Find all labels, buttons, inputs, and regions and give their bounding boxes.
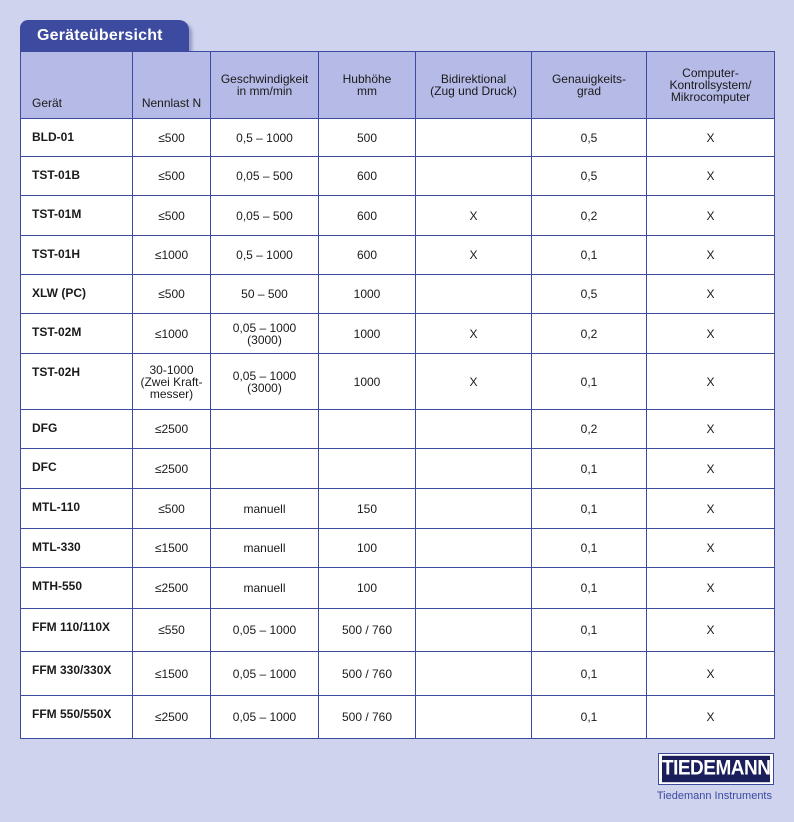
cell-bidirectional (416, 568, 532, 609)
cell-accuracy: 0,1 (532, 609, 647, 652)
cell-computer-control: X (647, 275, 775, 314)
table-row (21, 410, 775, 449)
table-row (21, 236, 775, 275)
cell-computer-control: X (647, 157, 775, 196)
cell-device: TST-01H (21, 236, 133, 275)
cell-accuracy: 0,5 (532, 275, 647, 314)
cell-computer-control: X (647, 609, 775, 652)
cell-nominal-load: ≤500 (133, 489, 211, 529)
cell-computer-control: X (647, 410, 775, 449)
cell-speed: 0,05 – 500 (211, 196, 319, 236)
cell-speed: 0,05 – 1000 (211, 652, 319, 696)
cell-speed: 0,05 – 500 (211, 157, 319, 196)
cell-computer-control: X (647, 314, 775, 354)
cell-bidirectional (416, 410, 532, 449)
cell-device: TST-01B (21, 157, 133, 196)
table-row (21, 354, 775, 410)
cell-nominal-load: ≤500 (133, 119, 211, 157)
cell-speed: 0,05 – 1000 (3000) (211, 314, 319, 354)
cell-device: DFG (21, 410, 133, 449)
cell-accuracy: 0,2 (532, 410, 647, 449)
cell-nominal-load: ≤2500 (133, 449, 211, 489)
cell-device: MTL-110 (21, 489, 133, 529)
cell-accuracy: 0,1 (532, 529, 647, 568)
cell-device: TST-02M (21, 314, 133, 354)
cell-stroke: 500 (319, 119, 416, 157)
table-row (21, 609, 775, 652)
table-body (21, 119, 775, 739)
cell-bidirectional (416, 529, 532, 568)
cell-device: FFM 550/550X (21, 696, 133, 739)
cell-stroke: 600 (319, 236, 416, 275)
cell-stroke: 600 (319, 157, 416, 196)
cell-nominal-load: ≤500 (133, 275, 211, 314)
cell-bidirectional: X (416, 196, 532, 236)
device-overview-table (20, 51, 775, 739)
table-row (21, 652, 775, 696)
table-row (21, 529, 775, 568)
cell-speed (211, 449, 319, 489)
cell-accuracy: 0,1 (532, 696, 647, 739)
cell-nominal-load: ≤500 (133, 157, 211, 196)
cell-nominal-load: ≤550 (133, 609, 211, 652)
cell-accuracy: 0,2 (532, 314, 647, 354)
cell-bidirectional: X (416, 354, 532, 410)
logo-wordmark: TIEDEMANN (662, 756, 770, 782)
cell-device: MTH-550 (21, 568, 133, 609)
table-row (21, 489, 775, 529)
column-header-bidirectional: Bidirektional (Zug und Druck) (416, 52, 532, 119)
cell-speed (211, 410, 319, 449)
cell-computer-control: X (647, 354, 775, 410)
cell-stroke: 1000 (319, 314, 416, 354)
cell-device: MTL-330 (21, 529, 133, 568)
cell-stroke: 500 / 760 (319, 696, 416, 739)
cell-bidirectional (416, 119, 532, 157)
table-row (21, 119, 775, 157)
cell-accuracy: 0,1 (532, 652, 647, 696)
logo-caption: Tiedemann Instruments (656, 790, 772, 802)
cell-stroke: 150 (319, 489, 416, 529)
cell-device: TST-01M (21, 196, 133, 236)
cell-nominal-load: 30-1000 (Zwei Kraft- messer) (133, 354, 211, 410)
table-row (21, 157, 775, 196)
cell-computer-control: X (647, 236, 775, 275)
cell-accuracy: 0,1 (532, 568, 647, 609)
cell-speed: manuell (211, 489, 319, 529)
cell-stroke: 1000 (319, 354, 416, 410)
cell-nominal-load: ≤1500 (133, 652, 211, 696)
cell-nominal-load: ≤2500 (133, 410, 211, 449)
cell-nominal-load: ≤2500 (133, 568, 211, 609)
cell-nominal-load: ≤1500 (133, 529, 211, 568)
cell-bidirectional: X (416, 236, 532, 275)
table-header-row (21, 52, 775, 119)
column-header-device: Gerät (21, 52, 133, 119)
cell-speed: 0,05 – 1000 (211, 696, 319, 739)
cell-device: TST-02H (21, 354, 133, 410)
cell-speed: manuell (211, 568, 319, 609)
cell-speed: 0,05 – 1000 (3000) (211, 354, 319, 410)
column-header-speed: Geschwindigkeit in mm/min (211, 52, 319, 119)
cell-device: BLD-01 (21, 119, 133, 157)
cell-computer-control: X (647, 196, 775, 236)
cell-stroke: 500 / 760 (319, 609, 416, 652)
cell-stroke: 1000 (319, 275, 416, 314)
cell-computer-control: X (647, 696, 775, 739)
cell-bidirectional (416, 489, 532, 529)
cell-computer-control: X (647, 568, 775, 609)
cell-device: FFM 330/330X (21, 652, 133, 696)
cell-accuracy: 0,1 (532, 449, 647, 489)
cell-bidirectional (416, 275, 532, 314)
cell-nominal-load: ≤1000 (133, 236, 211, 275)
column-header-stroke: Hubhöhe mm (319, 52, 416, 119)
cell-stroke (319, 410, 416, 449)
cell-speed: 0,5 – 1000 (211, 236, 319, 275)
column-header-accuracy: Genauigkeits- grad (532, 52, 647, 119)
cell-computer-control: X (647, 529, 775, 568)
cell-stroke (319, 449, 416, 489)
cell-accuracy: 0,5 (532, 157, 647, 196)
table-row (21, 696, 775, 739)
cell-accuracy: 0,1 (532, 489, 647, 529)
cell-accuracy: 0,1 (532, 354, 647, 410)
cell-bidirectional (416, 609, 532, 652)
column-header-nominal-load: Nennlast N (133, 52, 211, 119)
cell-bidirectional: X (416, 314, 532, 354)
cell-speed: 50 – 500 (211, 275, 319, 314)
cell-accuracy: 0,5 (532, 119, 647, 157)
table-row (21, 449, 775, 489)
cell-stroke: 500 / 760 (319, 652, 416, 696)
table-row (21, 275, 775, 314)
cell-device: DFC (21, 449, 133, 489)
cell-stroke: 100 (319, 568, 416, 609)
cell-bidirectional (416, 652, 532, 696)
cell-speed: 0,5 – 1000 (211, 119, 319, 157)
cell-computer-control: X (647, 119, 775, 157)
cell-accuracy: 0,2 (532, 196, 647, 236)
cell-nominal-load: ≤2500 (133, 696, 211, 739)
cell-stroke: 100 (319, 529, 416, 568)
cell-computer-control: X (647, 449, 775, 489)
cell-nominal-load: ≤1000 (133, 314, 211, 354)
cell-speed: 0,05 – 1000 (211, 609, 319, 652)
cell-nominal-load: ≤500 (133, 196, 211, 236)
cell-bidirectional (416, 449, 532, 489)
table-row (21, 196, 775, 236)
table-row (21, 568, 775, 609)
table-row (21, 314, 775, 354)
cell-computer-control: X (647, 489, 775, 529)
cell-computer-control: X (647, 652, 775, 696)
cell-device: XLW (PC) (21, 275, 133, 314)
cell-speed: manuell (211, 529, 319, 568)
section-title-tab: Geräteübersicht (20, 20, 189, 51)
cell-stroke: 600 (319, 196, 416, 236)
cell-bidirectional (416, 696, 532, 739)
cell-device: FFM 110/110X (21, 609, 133, 652)
cell-accuracy: 0,1 (532, 236, 647, 275)
cell-bidirectional (416, 157, 532, 196)
tiedemann-logo (658, 753, 774, 785)
column-header-computer-control: Computer- Kontrollsystem/ Mikrocomputer (647, 52, 775, 119)
